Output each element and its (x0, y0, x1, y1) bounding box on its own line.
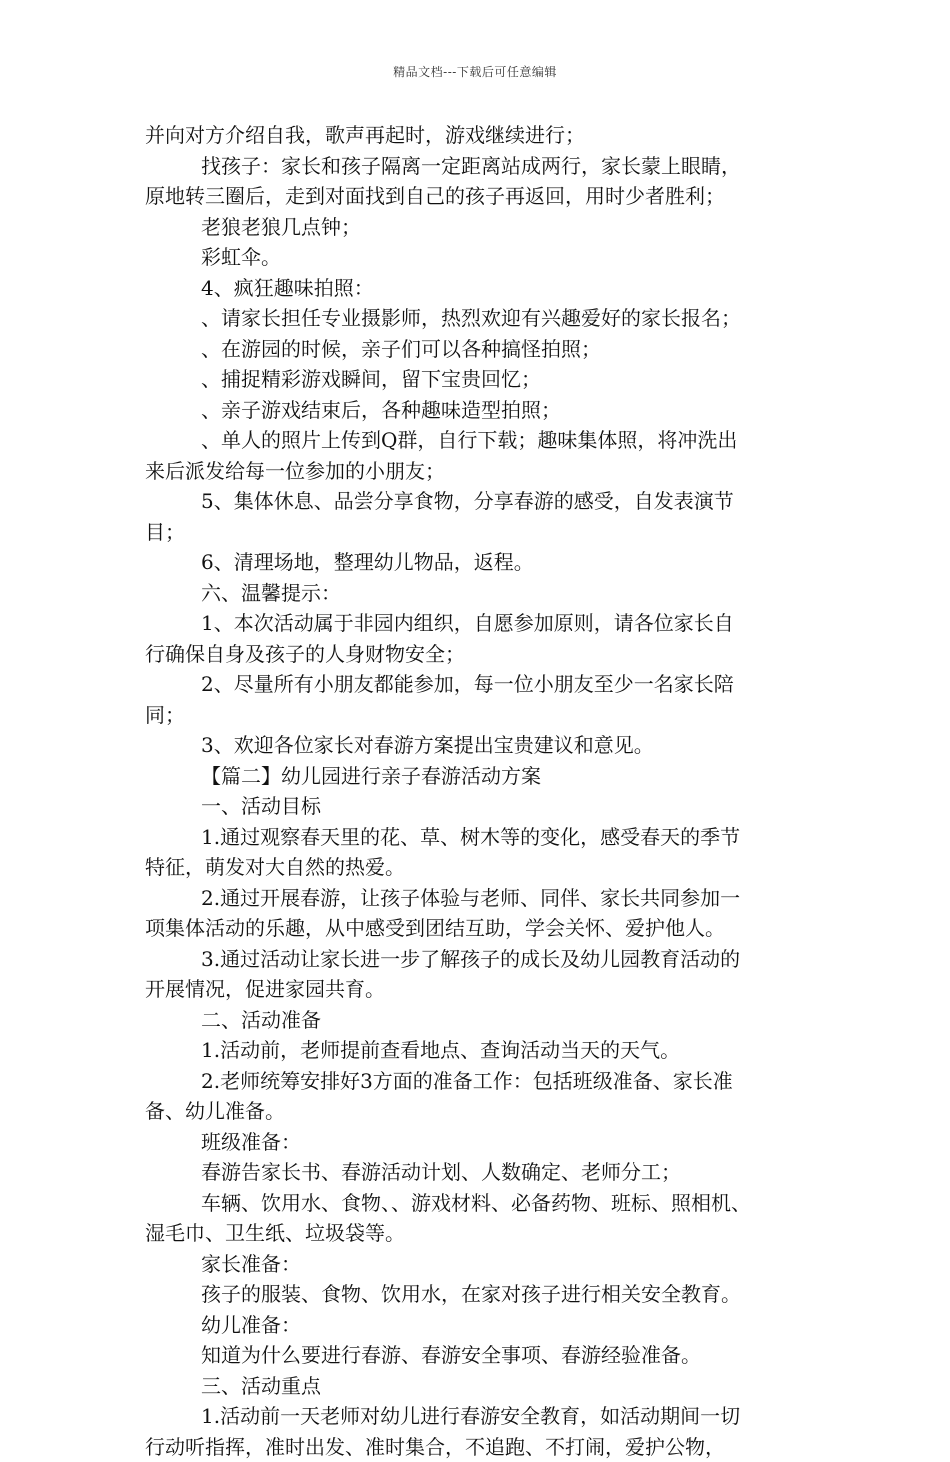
text-line: 同； (145, 700, 825, 731)
text-line: 3、欢迎各位家长对春游方案提出宝贵建议和意见。 (145, 730, 825, 761)
text-line: 孩子的服装、食物、饮用水，在家对孩子进行相关安全教育。 (145, 1279, 825, 1310)
document-body (145, 120, 825, 1462)
text-line: 原地转三圈后，走到对面找到自己的孩子再返回，用时少者胜利； (145, 181, 825, 212)
text-line: 彩虹伞。 (145, 242, 825, 273)
text-line: 、亲子游戏结束后，各种趣味造型拍照； (145, 395, 825, 426)
text-line: 项集体活动的乐趣，从中感受到团结互助，学会关怀、爱护他人。 (145, 913, 825, 944)
text-line: 老狼老狼几点钟； (145, 212, 825, 243)
text-line: 2、尽量所有小朋友都能参加，每一位小朋友至少一名家长陪 (145, 669, 825, 700)
text-line: 1.活动前，老师提前查看地点、查询活动当天的天气。 (145, 1035, 825, 1066)
text-line: 4、疯狂趣味拍照： (145, 273, 825, 304)
text-line: 1、本次活动属于非园内组织，自愿参加原则，请各位家长自 (145, 608, 825, 639)
text-line: 幼儿准备： (145, 1310, 825, 1341)
text-line: 特征，萌发对大自然的热爱。 (145, 852, 825, 883)
text-line: 一、活动目标 (145, 791, 825, 822)
text-line: 备、幼儿准备。 (145, 1096, 825, 1127)
text-line: 车辆、饮用水、食物、、游戏材料、必备药物、班标、照相机、 (145, 1188, 825, 1219)
text-line: 家长准备： (145, 1249, 825, 1280)
text-line: 5、集体休息、品尝分享食物，分享春游的感受，自发表演节 (145, 486, 825, 517)
text-line: 、捕捉精彩游戏瞬间，留下宝贵回忆； (145, 364, 825, 395)
text-line: 3.通过活动让家长进一步了解孩子的成长及幼儿园教育活动的 (145, 944, 825, 975)
text-line: 知道为什么要进行春游、春游安全事项、春游经验准备。 (145, 1340, 825, 1371)
text-line: 、单人的照片上传到Q群，自行下载；趣味集体照，将冲洗出 (145, 425, 825, 456)
text-line: 二、活动准备 (145, 1005, 825, 1036)
text-line: 1.通过观察春天里的花、草、树木等的变化，感受春天的季节 (145, 822, 825, 853)
text-line: 、请家长担任专业摄影师，热烈欢迎有兴趣爱好的家长报名； (145, 303, 825, 334)
text-line: 开展情况，促进家园共育。 (145, 974, 825, 1005)
text-line: 并向对方介绍自我，歌声再起时，游戏继续进行； (145, 120, 825, 151)
text-line: 来后派发给每一位参加的小朋友； (145, 456, 825, 487)
text-line: 六、温馨提示： (145, 578, 825, 609)
text-line: 行动听指挥，准时出发、准时集合，不追跑、不打闹，爱护公物， (145, 1432, 825, 1462)
page-header: 精品文档---下载后可任意编辑 (0, 64, 950, 80)
text-line: 班级准备： (145, 1127, 825, 1158)
text-line: 1.活动前一天老师对幼儿进行春游安全教育，如活动期间一切 (145, 1401, 825, 1432)
text-line: 2.老师统筹安排好3方面的准备工作：包括班级准备、家长准 (145, 1066, 825, 1097)
text-line: 行确保自身及孩子的人身财物安全； (145, 639, 825, 670)
text-line: 6、清理场地，整理幼儿物品，返程。 (145, 547, 825, 578)
text-line: 目； (145, 517, 825, 548)
text-line: 湿毛巾、卫生纸、垃圾袋等。 (145, 1218, 825, 1249)
text-line: 、在游园的时候，亲子们可以各种搞怪拍照； (145, 334, 825, 365)
text-line: 三、活动重点 (145, 1371, 825, 1402)
text-line: 2.通过开展春游，让孩子体验与老师、同伴、家长共同参加一 (145, 883, 825, 914)
text-line: 春游告家长书、春游活动计划、人数确定、老师分工； (145, 1157, 825, 1188)
text-line: 找孩子：家长和孩子隔离一定距离站成两行，家长蒙上眼睛， (145, 151, 825, 182)
text-line: 【篇二】幼儿园进行亲子春游活动方案 (145, 761, 825, 792)
